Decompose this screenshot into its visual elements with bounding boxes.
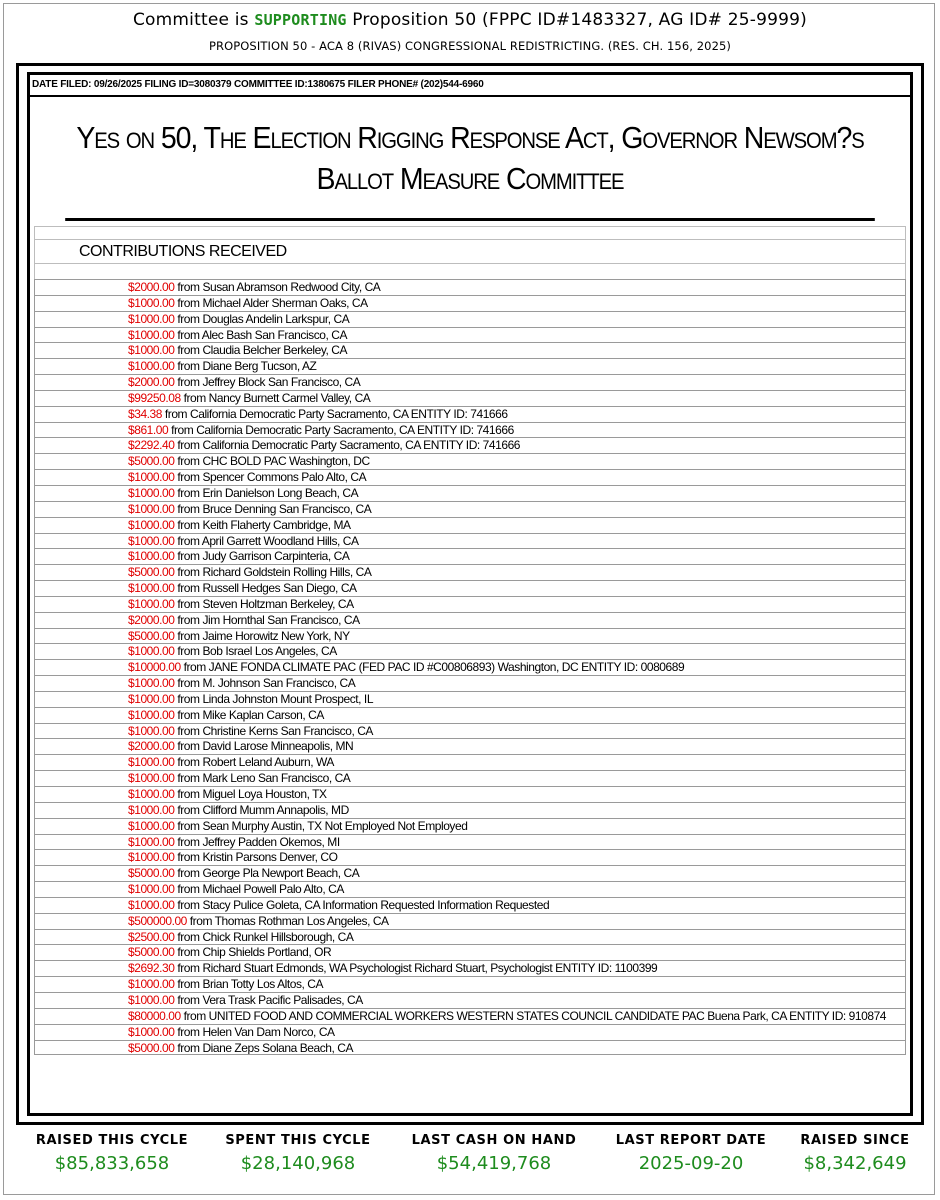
- stat-value: $8,342,649: [803, 1153, 907, 1174]
- contribution-row: [34, 1008, 906, 1024]
- contribution-connector: from: [177, 517, 200, 532]
- contribution-amount: $1000.00: [128, 992, 175, 1007]
- contributor-details: California Democratic Party Sacramento, CA ENTITY ID: 741666: [190, 406, 508, 421]
- contribution-amount: $2500.00: [128, 929, 175, 944]
- contributor-details: Michael Powell Palo Alto, CA: [202, 882, 344, 897]
- stat-label: LAST REPORT DATE: [615, 1133, 767, 1148]
- contribution-row: [34, 723, 906, 739]
- contributor-details: Bruce Denning San Francisco, CA: [202, 501, 372, 516]
- contribution-row: [34, 929, 906, 945]
- contribution-connector: from: [177, 1040, 200, 1055]
- contribution-amount: $1000.00: [128, 977, 175, 992]
- contribution-connector: from: [177, 1024, 200, 1039]
- contributor-details: Michael Alder Sherman Oaks, CA: [202, 295, 368, 310]
- contribution-row: [34, 738, 906, 754]
- contributor-details: JANE FONDA CLIMATE PAC (FED PAC ID #C00806893) Washington, DC ENTITY ID: 0080689: [208, 660, 685, 675]
- contribution-row: [34, 564, 906, 580]
- contribution-connector: from: [177, 359, 200, 374]
- contributor-details: Jaime Horowitz New York, NY: [202, 628, 350, 643]
- stat-label: SPENT THIS CYCLE: [225, 1133, 371, 1148]
- committee-name: Yes on 50, The Election Rigging Response Act, Governor Newsom?s Ballot Measure Committee: [65, 97, 875, 221]
- contribution-row: [34, 691, 906, 707]
- contribution-connector: from: [177, 929, 200, 944]
- contribution-row: [34, 453, 906, 469]
- stat-label: RAISED THIS CYCLE: [35, 1133, 189, 1148]
- contributor-details: Sean Murphy Austin, TX Not Employed Not Employed: [202, 818, 468, 833]
- contributions-table: [34, 226, 906, 1055]
- stat-value: $85,833,658: [54, 1153, 170, 1174]
- table-spacer: [34, 263, 906, 279]
- contributor-details: Richard Goldstein Rolling Hills, CA: [202, 565, 372, 580]
- contribution-connector: from: [177, 992, 200, 1007]
- contributor-details: Nancy Burnett Carmel Valley, CA: [208, 390, 371, 405]
- contribution-connector: from: [177, 739, 200, 754]
- stat-last-cash-on-hand: [404, 1133, 584, 1174]
- contribution-row: [34, 881, 906, 897]
- stat-raised-since: [765, 1133, 940, 1174]
- contributor-details: Kristin Parsons Denver, CO: [202, 850, 338, 865]
- contribution-amount: $1000.00: [128, 485, 175, 500]
- title-suffix: Proposition 50 (FPPC ID#1483327, AG ID# 25-9999): [352, 10, 807, 30]
- contribution-connector: from: [177, 612, 200, 627]
- contribution-amount: $2000.00: [128, 375, 175, 390]
- contribution-amount: $2000.00: [128, 280, 175, 294]
- contribution-amount: $34.38: [128, 406, 163, 421]
- stat-label: LAST CASH ON HAND: [411, 1133, 577, 1148]
- contribution-amount: $861.00: [128, 422, 169, 437]
- contribution-amount: $1000.00: [128, 787, 175, 801]
- contribution-row: [34, 865, 906, 881]
- contribution-amount: $1000.00: [128, 295, 175, 310]
- contributor-details: Steven Holtzman Berkeley, CA: [202, 596, 354, 611]
- contribution-amount: $5000.00: [128, 1040, 175, 1055]
- contributor-details: Spencer Commons Palo Alto, CA: [202, 470, 367, 485]
- contributor-details: Linda Johnston Mount Prospect, IL: [202, 691, 374, 706]
- contribution-row: [34, 675, 906, 691]
- contributor-details: Alec Bash San Francisco, CA: [201, 327, 348, 342]
- title-prefix: Committee is: [132, 10, 249, 30]
- contributor-details: April Garrett Woodland Hills, CA: [201, 533, 359, 548]
- contribution-row: [34, 897, 906, 913]
- contributor-details: Douglas Andelin Larkspur, CA: [202, 311, 350, 326]
- contribution-row: [34, 279, 906, 295]
- contribution-connector: from: [177, 961, 200, 976]
- contribution-row: [34, 707, 906, 723]
- contribution-connector: from: [183, 660, 206, 675]
- contribution-amount: $2292.40: [128, 438, 175, 453]
- contribution-row: [34, 485, 906, 501]
- contribution-row: [34, 406, 906, 422]
- contributions-heading: CONTRIBUTIONS RECEIVED: [34, 239, 906, 263]
- contributor-details: Jeffrey Padden Okemos, MI: [202, 834, 340, 849]
- contribution-connector: from: [177, 549, 200, 564]
- contribution-row: [34, 849, 906, 865]
- contribution-amount: $1000.00: [128, 691, 175, 706]
- contribution-row: [34, 295, 906, 311]
- contribution-amount: $1000.00: [128, 311, 175, 326]
- contribution-row: [34, 960, 906, 976]
- contribution-row: [34, 311, 906, 327]
- contribution-connector: from: [177, 771, 200, 786]
- stat-label: RAISED SINCE: [800, 1133, 910, 1148]
- contributor-details: Christine Kerns San Francisco, CA: [202, 723, 373, 738]
- contribution-connector: from: [177, 723, 200, 738]
- contributor-details: Susan Abramson Redwood City, CA: [202, 280, 381, 294]
- contribution-amount: $5000.00: [128, 628, 175, 643]
- contribution-connector: from: [177, 755, 200, 770]
- contribution-connector: from: [177, 977, 200, 992]
- contribution-amount: $1000.00: [128, 676, 175, 691]
- stat-value: 2025-09-20: [638, 1153, 744, 1174]
- filing-inner-frame: [27, 72, 913, 1116]
- contribution-amount: $1000.00: [128, 707, 175, 722]
- contribution-row: [34, 944, 906, 960]
- contribution-amount: $1000.00: [128, 850, 175, 865]
- contributor-details: Keith Flaherty Cambridge, MA: [202, 517, 351, 532]
- contribution-row: [34, 976, 906, 992]
- contribution-amount: $1000.00: [128, 327, 175, 342]
- contribution-amount: $5000.00: [128, 866, 175, 881]
- contribution-amount: $10000.00: [128, 660, 181, 675]
- contribution-connector: from: [177, 438, 200, 453]
- contributor-details: Clifford Mumm Annapolis, MD: [202, 802, 349, 817]
- contribution-connector: from: [177, 897, 200, 912]
- contribution-amount: $1000.00: [128, 755, 175, 770]
- contribution-connector: from: [183, 1008, 206, 1023]
- contribution-amount: $1000.00: [128, 359, 175, 374]
- contribution-connector: from: [177, 945, 200, 960]
- contribution-connector: from: [177, 280, 200, 294]
- contribution-row: [34, 374, 906, 390]
- contributor-details: Miguel Loya Houston, TX: [202, 787, 327, 801]
- contribution-row: [34, 659, 906, 675]
- contributor-details: Brian Totty Los Altos, CA: [202, 977, 324, 992]
- filing-outer-frame: [16, 63, 924, 1125]
- contribution-connector: from: [177, 470, 200, 485]
- contribution-amount: $1000.00: [128, 581, 175, 596]
- contribution-row: [34, 818, 906, 834]
- contributor-details: Mark Leno San Francisco, CA: [202, 771, 351, 786]
- stat-value: $54,419,768: [436, 1153, 552, 1174]
- contribution-row: [34, 501, 906, 517]
- contribution-row: [34, 913, 906, 929]
- contributor-details: Chick Runkel Hillsborough, CA: [202, 929, 354, 944]
- contribution-connector: from: [177, 850, 200, 865]
- contribution-amount: $1000.00: [128, 549, 175, 564]
- contribution-row: [34, 786, 906, 802]
- contributor-details: Claudia Belcher Berkeley, CA: [202, 343, 348, 358]
- contribution-connector: from: [177, 628, 200, 643]
- contribution-connector: from: [177, 501, 200, 516]
- contribution-amount: $1000.00: [128, 596, 175, 611]
- contributor-details: George Pla Newport Beach, CA: [202, 866, 360, 881]
- contribution-connector: from: [177, 485, 200, 500]
- contribution-amount: $1000.00: [128, 1024, 175, 1039]
- contribution-connector: from: [177, 644, 200, 659]
- contribution-row: [34, 358, 906, 374]
- contribution-amount: $80000.00: [128, 1008, 181, 1023]
- contribution-row: [34, 643, 906, 659]
- contributor-details: Diane Zeps Solana Beach, CA: [202, 1040, 354, 1055]
- contribution-amount: $1000.00: [128, 644, 175, 659]
- contribution-connector: from: [177, 882, 200, 897]
- contribution-connector: from: [177, 454, 200, 469]
- contribution-connector: from: [177, 866, 200, 881]
- stat-spent-this-cycle: [208, 1133, 388, 1174]
- contribution-row: [34, 1024, 906, 1040]
- contribution-row: [34, 327, 906, 343]
- contribution-row: [34, 802, 906, 818]
- contribution-connector: from: [177, 327, 200, 342]
- contribution-amount: $1000.00: [128, 501, 175, 516]
- table-spacer: [34, 226, 906, 239]
- contribution-amount: $2000.00: [128, 739, 175, 754]
- status-badge: SUPPORTING: [254, 11, 347, 29]
- contribution-connector: from: [177, 787, 200, 801]
- contribution-amount: $1000.00: [128, 533, 175, 548]
- contribution-connector: from: [177, 676, 200, 691]
- contribution-row: [34, 770, 906, 786]
- contribution-connector: from: [177, 691, 200, 706]
- contribution-connector: from: [177, 818, 200, 833]
- contribution-amount: $5000.00: [128, 565, 175, 580]
- page-subtitle: PROPOSITION 50 - ACA 8 (RIVAS) CONGRESSIONAL REDISTRICTING. (RES. CH. 156, 2025): [208, 39, 732, 53]
- summary-stats: [0, 1133, 940, 1193]
- filing-info-line: DATE FILED: 09/26/2025 FILING ID=3080379 COMMITTEE ID:1380675 FILER PHONE# (202)544-6960: [30, 75, 910, 97]
- contribution-connector: from: [177, 295, 200, 310]
- contribution-connector: from: [183, 390, 206, 405]
- contribution-amount: $5000.00: [128, 454, 175, 469]
- contributor-details: UNITED FOOD AND COMMERCIAL WORKERS WESTERN STATES COUNCIL CANDIDATE PAC Buena Park, CA ENTITY ID: 910874: [208, 1008, 887, 1023]
- contributor-details: Chip Shields Portland, OR: [202, 945, 332, 960]
- contribution-connector: from: [177, 802, 200, 817]
- contributor-details: Helen Van Dam Norco, CA: [202, 1024, 335, 1039]
- contributor-details: Thomas Rothman Los Angeles, CA: [214, 913, 389, 928]
- contribution-row: [34, 517, 906, 533]
- contributor-details: California Democratic Party Sacramento, CA ENTITY ID: 741666: [202, 438, 521, 453]
- contribution-row: [34, 754, 906, 770]
- contributor-details: M. Johnson San Francisco, CA: [202, 676, 356, 691]
- contribution-amount: $1000.00: [128, 802, 175, 817]
- contribution-amount: $500000.00: [128, 913, 187, 928]
- contribution-connector: from: [177, 596, 200, 611]
- contribution-row: [34, 342, 906, 358]
- contribution-row: [34, 580, 906, 596]
- contributor-details: Diane Berg Tucson, AZ: [202, 359, 317, 374]
- contribution-amount: $1000.00: [128, 470, 175, 485]
- contribution-amount: $1000.00: [128, 343, 175, 358]
- contribution-connector: from: [164, 406, 188, 421]
- contribution-row: [34, 992, 906, 1008]
- contributor-details: Bob Israel Los Angeles, CA: [202, 644, 337, 659]
- contributor-details: Erin Danielson Long Beach, CA: [202, 485, 359, 500]
- contribution-connector: from: [177, 533, 200, 548]
- contribution-connector: from: [171, 422, 194, 437]
- contribution-amount: $2000.00: [128, 612, 175, 627]
- contribution-row: [34, 596, 906, 612]
- contributor-details: Richard Stuart Edmonds, WA Psychologist Richard Stuart, Psychologist ENTITY ID: 1100399: [202, 961, 658, 976]
- contributor-details: Jeffrey Block San Francisco, CA: [202, 375, 361, 390]
- stat-value: $28,140,968: [240, 1153, 356, 1174]
- contribution-amount: $1000.00: [128, 818, 175, 833]
- contribution-amount: $5000.00: [128, 945, 175, 960]
- contribution-connector: from: [177, 311, 200, 326]
- contribution-row: [34, 422, 906, 438]
- contributor-details: Vera Trask Pacific Palisades, CA: [202, 992, 363, 1007]
- contribution-row: [34, 628, 906, 644]
- contribution-amount: $1000.00: [128, 517, 175, 532]
- stat-last-report-date: [601, 1133, 781, 1174]
- contribution-connector: from: [177, 707, 200, 722]
- contribution-amount: $1000.00: [128, 771, 175, 786]
- contribution-row: [34, 548, 906, 564]
- contributor-details: Stacy Pulice Goleta, CA Information Requested Information Requested: [202, 897, 550, 912]
- page-title: [0, 10, 940, 30]
- contributor-details: CHC BOLD PAC Washington, DC: [202, 454, 370, 469]
- contributor-details: Mike Kaplan Carson, CA: [202, 707, 324, 722]
- contribution-connector: from: [177, 834, 200, 849]
- contributor-details: Jim Hornthal San Francisco, CA: [202, 612, 360, 627]
- contribution-row: [34, 390, 906, 406]
- contribution-row: [34, 1040, 906, 1056]
- contribution-row: [34, 533, 906, 549]
- contributor-details: Judy Garrison Carpinteria, CA: [202, 549, 350, 564]
- contribution-amount: $2692.30: [128, 961, 175, 976]
- contribution-row: [34, 437, 906, 453]
- contribution-row: [34, 834, 906, 850]
- contributor-details: Robert Leland Auburn, WA: [202, 755, 334, 770]
- contributions-list: [34, 279, 906, 1055]
- contribution-connector: from: [177, 565, 200, 580]
- contributor-details: Russell Hedges San Diego, CA: [202, 581, 357, 596]
- contribution-row: [34, 612, 906, 628]
- stat-raised-this-cycle: [22, 1133, 202, 1174]
- contributor-details: David Larose Minneapolis, MN: [202, 739, 354, 754]
- contribution-amount: $1000.00: [128, 882, 175, 897]
- contribution-amount: $99250.08: [128, 390, 181, 405]
- contributor-details: California Democratic Party Sacramento, CA ENTITY ID: 741666: [196, 422, 514, 437]
- contribution-connector: from: [177, 375, 200, 390]
- contribution-connector: from: [189, 913, 212, 928]
- contribution-amount: $1000.00: [128, 723, 175, 738]
- contribution-row: [34, 469, 906, 485]
- contribution-amount: $1000.00: [128, 897, 175, 912]
- contribution-connector: from: [177, 581, 200, 596]
- contribution-amount: $1000.00: [128, 834, 175, 849]
- contribution-connector: from: [177, 343, 200, 358]
